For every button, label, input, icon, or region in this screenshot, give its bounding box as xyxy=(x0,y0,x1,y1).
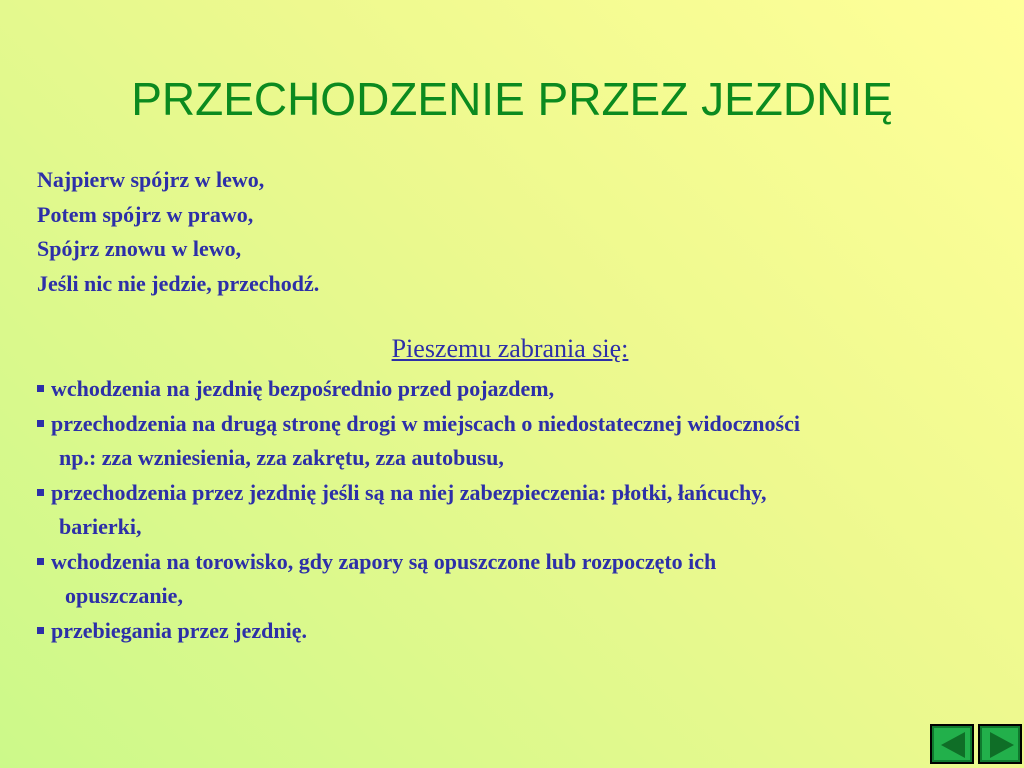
rule-item xyxy=(37,476,800,511)
bullet-icon xyxy=(37,558,44,565)
rule-text: przechodzenia na drugą stronę drogi w miejscach o niedostatecznej widoczności xyxy=(51,410,800,436)
bullet-icon xyxy=(37,627,44,634)
rules-list xyxy=(37,372,800,648)
rule-item xyxy=(37,372,800,407)
intro-line: Najpierw spójrz w lewo, xyxy=(37,167,265,192)
bullet-icon xyxy=(37,489,44,496)
rule-item xyxy=(37,407,800,442)
rule-item xyxy=(37,545,800,580)
rule-continuation: np.: zza wzniesienia, zza zakrętu, zza autobusu, xyxy=(59,445,504,470)
rule-item xyxy=(37,614,800,649)
triangle-right-icon xyxy=(990,732,1014,758)
rules-subtitle: Pieszemu zabrania się: xyxy=(391,334,629,363)
rule-text: wchodzenia na jezdnię bezpośrednio przed pojazdem, xyxy=(51,376,555,401)
rule-text: wchodzenia na torowisko, gdy zapory są opuszczone lub rozpoczęto ich xyxy=(51,548,717,574)
rule-text: przebiegania przez jezdnię. xyxy=(51,617,307,643)
bullet-icon xyxy=(37,420,44,427)
rule-continuation: barierki, xyxy=(59,514,142,539)
rule-text: przechodzenia przez jezdnię jeśli są na niej zabezpieczenia: płotki, łańcuchy, xyxy=(51,479,767,505)
intro-line: Jeśli nic nie jedzie, przechodź. xyxy=(37,270,320,296)
rule-continuation: opuszczanie, xyxy=(65,583,183,608)
previous-slide-button[interactable] xyxy=(930,724,974,764)
intro-text xyxy=(37,163,319,301)
bullet-icon xyxy=(37,385,44,392)
next-slide-button[interactable] xyxy=(978,724,1022,764)
intro-line: Spójrz znowu w lewo, xyxy=(37,236,242,261)
triangle-left-icon xyxy=(941,732,965,758)
slide-title: PRZECHODZENIE PRZEZ JEZDNIĘ xyxy=(131,73,893,125)
intro-line: Potem spójrz w prawo, xyxy=(37,201,254,227)
